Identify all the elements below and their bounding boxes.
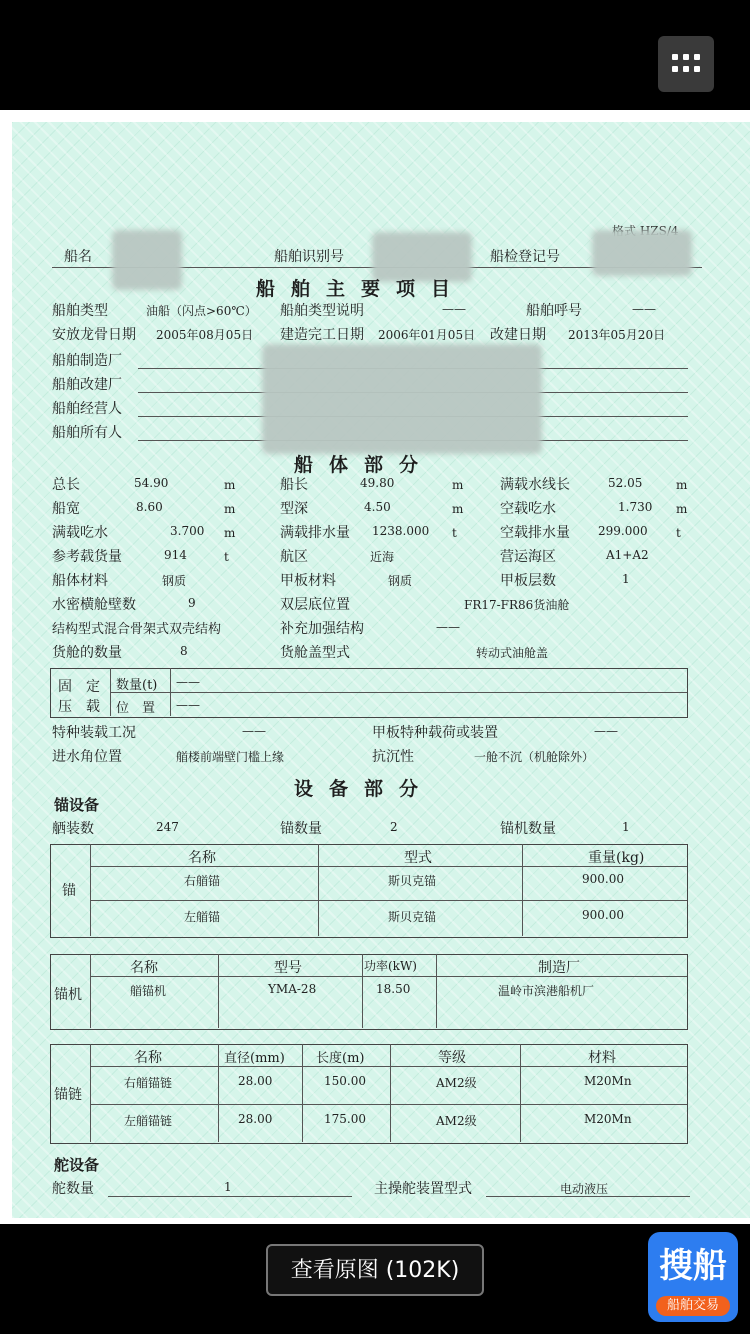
- logo-main-text: 搜船: [659, 1246, 727, 1286]
- field-line: [486, 1196, 690, 1197]
- soship-logo[interactable]: [648, 1232, 738, 1322]
- light-disp-value: 299.000: [598, 524, 648, 538]
- hatch-value: 转动式油舱盖: [476, 646, 549, 660]
- ship-name-label: 船名: [64, 249, 92, 265]
- built-date-value: 2006年01月05日: [378, 328, 476, 342]
- steering-gear-label: 主操舵装置型式: [374, 1181, 472, 1197]
- hatch-label: 货舱盖型式: [280, 645, 350, 661]
- winch-name: 艏锚机: [130, 984, 167, 998]
- divider: [302, 1044, 303, 1142]
- chain-len: 175.00: [324, 1112, 366, 1126]
- type-desc-label: 船舶类型说明: [280, 303, 364, 319]
- divider: [90, 1104, 687, 1105]
- table-header: 制造厂: [538, 960, 580, 976]
- chain-mat: M20Mn: [584, 1074, 632, 1088]
- table-header: 长度(m): [316, 1051, 365, 1066]
- unit: m: [224, 526, 236, 540]
- type-desc-value: ——: [442, 302, 466, 316]
- section-hull-title: 船体部分: [294, 454, 435, 476]
- unit: m: [676, 502, 688, 516]
- anchor-type: 斯贝克锚: [388, 910, 437, 924]
- table-header: 名称: [188, 850, 216, 866]
- chain-name: 左艏锚链: [124, 1114, 173, 1128]
- special-load-label: 特种装载工况: [52, 725, 136, 741]
- viewer-bottom-bar: [0, 1224, 750, 1334]
- deck-count-value: 1: [622, 572, 630, 586]
- deck-mat-value: 钢质: [388, 574, 413, 588]
- unit: m: [452, 478, 464, 492]
- section-main-title: 船舶主要项目: [256, 278, 467, 300]
- route-label: 营运海区: [500, 549, 556, 565]
- bulkheads-label: 水密横舱壁数: [52, 597, 136, 613]
- bulkheads-value: 9: [188, 596, 196, 610]
- rudder-count-value: 1: [224, 1180, 232, 1194]
- anchor-count-value: 2: [390, 820, 398, 834]
- divider: [90, 954, 91, 1028]
- reinforce-label: 补充加强结构: [280, 621, 364, 637]
- double-bottom-value: FR17-FR86货油舱: [464, 598, 570, 612]
- sink-value: 一舱不沉（机舱除外）: [474, 750, 595, 764]
- unit: m: [676, 478, 688, 492]
- winch-power: 18.50: [376, 982, 411, 996]
- rebuilder-label: 船舶改建厂: [52, 377, 122, 393]
- loa-value: 54.90: [134, 476, 169, 490]
- winch-model: YMA-28: [268, 982, 317, 996]
- ship-type-label: 船舶类型: [52, 303, 108, 319]
- chain-mat: M20Mn: [584, 1112, 632, 1126]
- document-image[interactable]: [0, 110, 750, 1224]
- keel-date-value: 2005年08月05日: [156, 328, 254, 342]
- anchor-name: 左艏锚: [184, 910, 221, 924]
- logo-sub-text: 船舶交易: [656, 1296, 730, 1316]
- divider: [318, 844, 319, 936]
- ballast-press-label: 压 载: [58, 699, 100, 715]
- holds-value: 8: [180, 644, 188, 658]
- keel-date-label: 安放龙骨日期: [52, 327, 136, 343]
- lwl-value: 52.05: [608, 476, 643, 490]
- rudder-count-label: 舵数量: [52, 1181, 94, 1197]
- dwt-value: 914: [164, 548, 187, 562]
- flood-value: 艏楼前端壁门槛上缘: [176, 750, 285, 764]
- built-date-label: 建造完工日期: [280, 327, 364, 343]
- ship-type-value: 油船（闪点>60℃）: [146, 304, 257, 318]
- double-bottom-label: 双层底位置: [280, 597, 350, 613]
- lbp-label: 船长: [280, 477, 308, 493]
- rebuilt-date-value: 2013年05月20日: [568, 328, 666, 342]
- table-header: 直径(mm): [224, 1051, 285, 1066]
- divider: [520, 1044, 521, 1142]
- full-disp-value: 1238.000: [372, 524, 430, 538]
- chain-dia: 28.00: [238, 1112, 273, 1126]
- full-draft-value: 3.700: [170, 524, 205, 538]
- view-original-button[interactable]: 查看原图 (102K): [266, 1244, 484, 1296]
- chain-grade: AM2级: [436, 1076, 477, 1090]
- flood-label: 进水角位置: [52, 749, 122, 765]
- special-load-value: ——: [242, 724, 266, 738]
- ballast-fixed-label: 固 定: [58, 679, 100, 695]
- ship-id-label: 船舶识别号: [274, 249, 344, 265]
- ballast-qty-label: 数量(t): [116, 678, 158, 693]
- table-header: 名称: [134, 1050, 162, 1066]
- grid-menu-button[interactable]: [658, 36, 714, 92]
- steering-gear-value: 电动液压: [560, 1182, 609, 1196]
- grid-icon: [672, 54, 700, 74]
- chain-dia: 28.00: [238, 1074, 273, 1088]
- anchor-name: 右艏锚: [184, 874, 221, 888]
- light-draft-label: 空载吃水: [500, 501, 556, 517]
- divider: [110, 692, 687, 693]
- structure-label: 结构型式混合骨架式双壳结构: [52, 622, 222, 637]
- redaction: [262, 344, 542, 454]
- area-label: 航区: [280, 549, 308, 565]
- section-equipment-title: 设备部分: [294, 778, 435, 800]
- deck-special-value: ——: [594, 724, 618, 738]
- divider: [90, 844, 91, 936]
- table-header: 型式: [404, 850, 432, 866]
- depth-value: 4.50: [364, 500, 391, 514]
- owner-label: 船舶所有人: [52, 425, 122, 441]
- ballast-qty-value: ——: [176, 675, 200, 689]
- beam-label: 船宽: [52, 501, 80, 517]
- deck-mat-label: 甲板材料: [280, 573, 336, 589]
- divider: [436, 954, 437, 1028]
- inspection-no-label: 船检登记号: [490, 249, 560, 265]
- anchor-type: 斯贝克锚: [388, 874, 437, 888]
- divider: [522, 844, 523, 936]
- route-value: A1+A2: [606, 548, 649, 562]
- redaction: [592, 230, 692, 276]
- viewer-top-bar: [0, 0, 750, 110]
- chain-name: 右艏锚链: [124, 1076, 173, 1090]
- outfit-label: 舾装数: [52, 821, 94, 837]
- divider: [362, 954, 363, 1028]
- lbp-value: 49.80: [360, 476, 395, 490]
- rebuilt-date-label: 改建日期: [490, 327, 546, 343]
- table-header: 名称: [130, 960, 158, 976]
- call-sign-value: ——: [632, 302, 656, 316]
- winch-row-label: 锚机: [54, 987, 82, 1003]
- operator-label: 船舶经营人: [52, 401, 122, 417]
- redaction: [112, 230, 182, 290]
- reinforce-value: ——: [436, 620, 460, 634]
- chain-row-label: 锚链: [54, 1087, 82, 1103]
- certificate-paper: [12, 122, 750, 1218]
- winch-count-label: 锚机数量: [500, 821, 556, 837]
- divider: [390, 1044, 391, 1142]
- anchor-row-label: 锚: [62, 883, 76, 899]
- winch-maker: 温岭市滨港船机厂: [498, 984, 595, 998]
- call-sign-label: 船舶呼号: [526, 303, 582, 319]
- holds-label: 货舱的数量: [52, 645, 122, 661]
- ballast-pos-label: 位 置: [116, 701, 156, 716]
- anchor-equipment-title: 锚设备: [54, 796, 100, 814]
- light-disp-label: 空载排水量: [500, 525, 570, 541]
- divider: [218, 1044, 219, 1142]
- lwl-label: 满载水线长: [500, 477, 570, 493]
- unit: m: [452, 502, 464, 516]
- area-value: 近海: [370, 550, 395, 564]
- divider: [90, 976, 687, 977]
- dwt-label: 参考载货量: [52, 549, 122, 565]
- depth-label: 型深: [280, 501, 308, 517]
- unit: t: [676, 526, 681, 540]
- unit: t: [452, 526, 457, 540]
- chain-grade: AM2级: [436, 1114, 477, 1128]
- table-header: 材料: [588, 1050, 616, 1066]
- beam-value: 8.60: [136, 500, 163, 514]
- rudder-equipment-title: 舵设备: [54, 1156, 100, 1174]
- anchor-count-label: 锚数量: [280, 821, 322, 837]
- unit: m: [224, 502, 236, 516]
- table-header: 重量(kg): [588, 850, 645, 866]
- anchor-weight: 900.00: [582, 872, 624, 886]
- divider: [90, 1044, 91, 1142]
- deck-special-label: 甲板特种载荷或装置: [372, 725, 498, 741]
- deck-count-label: 甲板层数: [500, 573, 556, 589]
- outfit-value: 247: [156, 820, 179, 834]
- light-draft-value: 1.730: [618, 500, 653, 514]
- unit: m: [224, 478, 236, 492]
- table-header: 功率(kW): [364, 959, 417, 973]
- full-disp-label: 满载排水量: [280, 525, 350, 541]
- winch-count-value: 1: [622, 820, 630, 834]
- hull-mat-value: 钢质: [162, 574, 187, 588]
- ballast-pos-value: ——: [176, 698, 200, 712]
- sink-label: 抗沉性: [372, 749, 414, 765]
- full-draft-label: 满载吃水: [52, 525, 108, 541]
- field-line: [108, 1196, 352, 1197]
- divider: [218, 954, 219, 1028]
- hull-mat-label: 船体材料: [52, 573, 108, 589]
- builder-label: 船舶制造厂: [52, 353, 122, 369]
- unit: t: [224, 550, 229, 564]
- anchor-weight: 900.00: [582, 908, 624, 922]
- table-header: 型号: [274, 960, 302, 976]
- table-header: 等级: [438, 1050, 466, 1066]
- divider: [90, 900, 687, 901]
- loa-label: 总长: [52, 477, 80, 493]
- chain-len: 150.00: [324, 1074, 366, 1088]
